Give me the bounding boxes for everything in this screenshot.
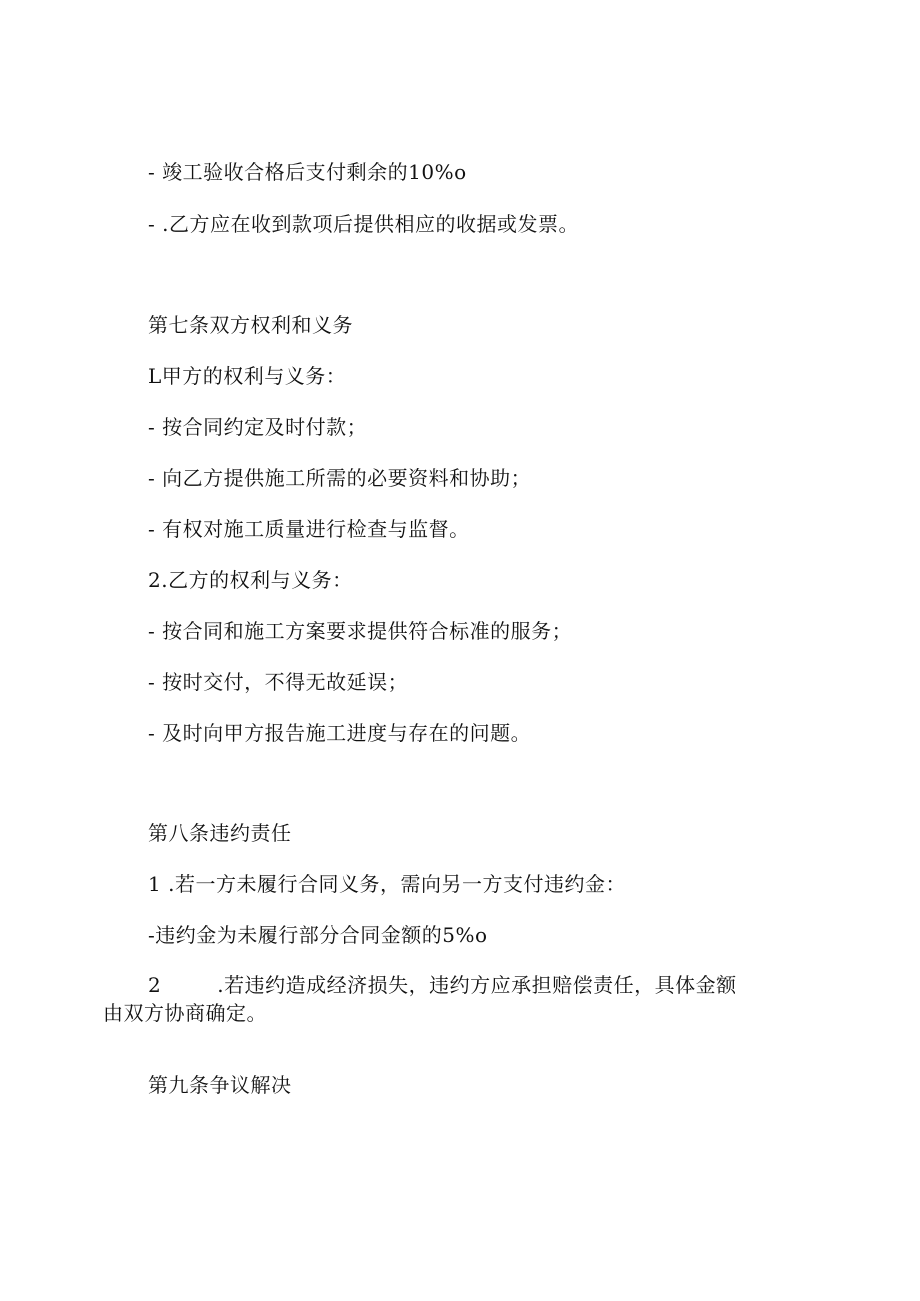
party-a-item-1: - 按合同约定及时付款； bbox=[148, 415, 368, 439]
party-b-heading: 2.乙方的权利与义务： bbox=[148, 568, 353, 592]
article-8-heading: 第八条违约责任 bbox=[148, 821, 292, 845]
party-b-item-3: - 及时向甲方报告施工进度与存在的问题。 bbox=[148, 721, 532, 745]
article-7-heading: 第七条双方权利和义务 bbox=[148, 313, 353, 337]
payment-final-line: - 竣工验收合格后支付剩余的10%o bbox=[148, 160, 467, 184]
receipt-line: - .乙方应在收到款项后提供相应的收据或发票。 bbox=[148, 212, 579, 236]
party-b-item-1: - 按合同和施工方案要求提供符合标准的服务； bbox=[148, 619, 573, 643]
party-b-item-2: - 按时交付，不得无故延误； bbox=[148, 670, 409, 694]
breach-penalty-line: -违约金为未履行部分合同金额的5%o bbox=[148, 923, 488, 947]
party-a-item-2: - 向乙方提供施工所需的必要资料和协助； bbox=[148, 466, 532, 490]
party-a-item-3: - 有权对施工质量进行检查与监督。 bbox=[148, 517, 470, 541]
breach-item-2-number: 2 bbox=[148, 973, 162, 997]
party-a-heading: L甲方的权利与义务： bbox=[148, 364, 347, 388]
breach-item-2 bbox=[103, 971, 743, 1027]
breach-item-1: 1 .若一方未履行合同义务，需向另一方支付违约金： bbox=[148, 872, 626, 896]
breach-item-2-text: .若违约造成经济损失，违约方应承担赔偿责任，具体金额由双方协商确定。 bbox=[103, 973, 737, 1025]
article-9-heading: 第九条争议解决 bbox=[148, 1073, 292, 1097]
